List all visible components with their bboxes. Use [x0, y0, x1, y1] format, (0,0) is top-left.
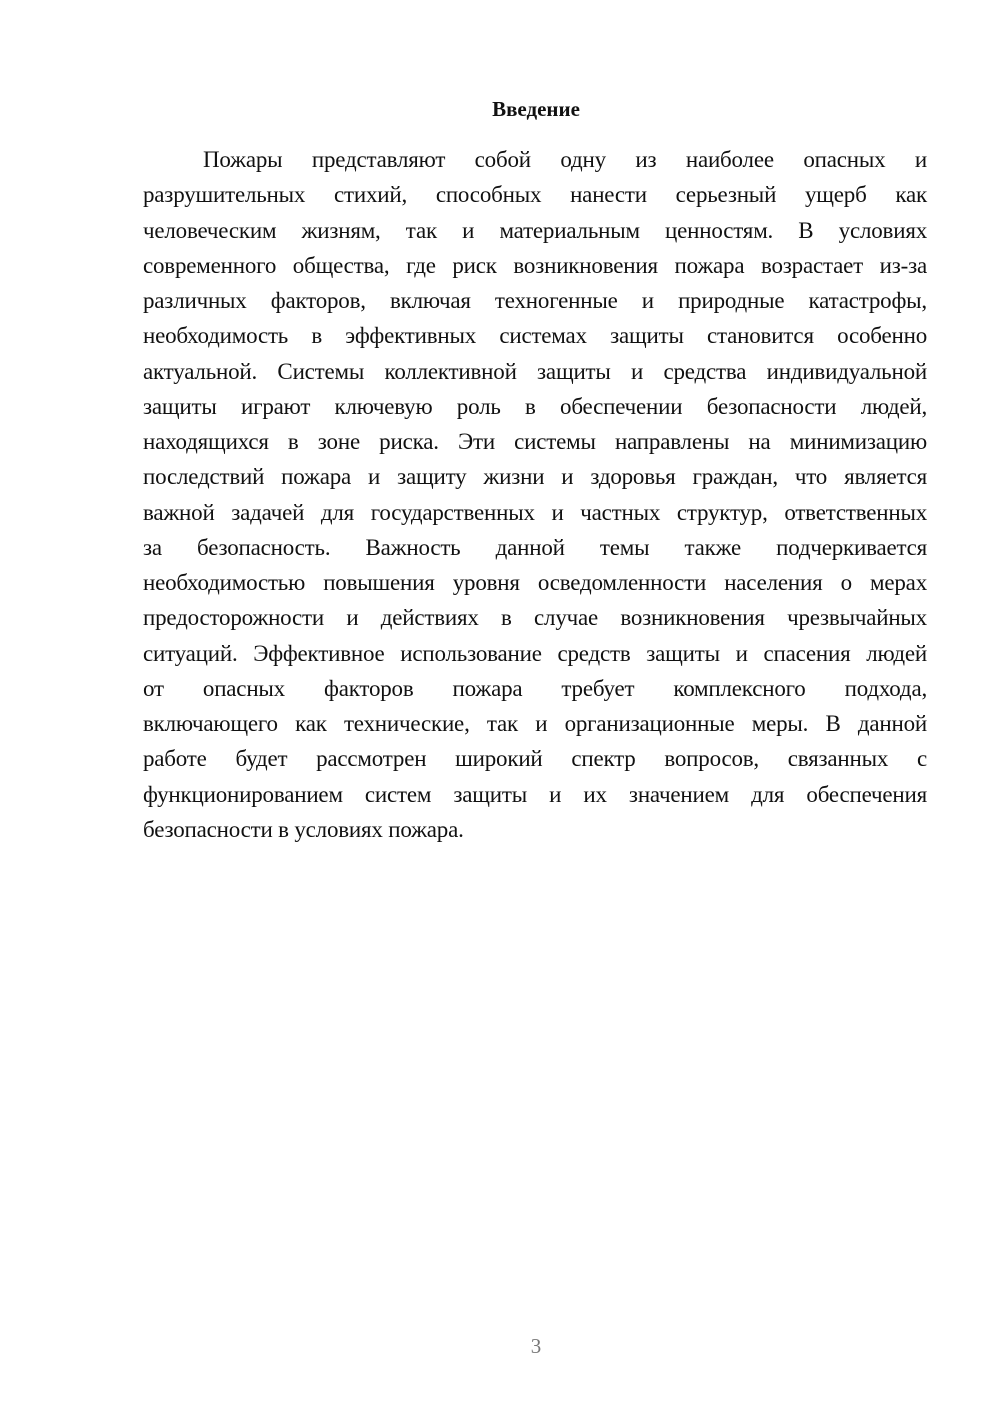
- page-number: 3: [530, 1334, 542, 1358]
- paragraph-line: работе будет рассмотрен широкий спектр вопросов, связанных с: [143, 746, 927, 772]
- paragraph-line: актуальной. Системы коллективной защиты и средства индивидуальной: [143, 358, 927, 384]
- paragraph-line: защиты играют ключевую роль в обеспечении безопасности людей,: [143, 393, 927, 419]
- paragraph-line: важной задачей для государственных и частных структур, ответственных: [143, 499, 927, 525]
- paragraph-line: современного общества, где риск возникновения пожара возрастает из-за: [143, 252, 927, 278]
- section-title: Введение: [492, 97, 580, 121]
- paragraph-line: безопасности в условиях пожара.: [143, 816, 464, 842]
- paragraph-line: необходимостью повышения уровня осведомленности населения о мерах: [143, 570, 927, 595]
- paragraph-line: Пожары представляют собой одну из наиболее опасных и: [203, 147, 927, 172]
- paragraph-line: за безопасность. Важность данной темы также подчеркивается: [143, 534, 927, 560]
- paragraph-line: необходимость в эффективных системах защиты становится особенно: [143, 323, 927, 349]
- paragraph-line: функционированием систем защиты и их значением для обеспечения: [143, 781, 927, 807]
- paragraph-line: различных факторов, включая техногенные и природные катастрофы,: [143, 288, 927, 313]
- paragraph-line: находящихся в зоне риска. Эти системы направлены на минимизацию: [143, 429, 927, 454]
- paragraph-line: включающего как технические, так и организационные меры. В данной: [143, 711, 927, 736]
- paragraph-line: от опасных факторов пожара требует комплексного подхода,: [143, 675, 927, 701]
- body-paragraph: [143, 142, 927, 847]
- paragraph-line: разрушительных стихий, способных нанести серьезный ущерб как: [143, 182, 927, 208]
- paragraph-line: предосторожности и действиях в случае возникновения чрезвычайных: [143, 605, 927, 631]
- paragraph-line: последствий пожара и защиту жизни и здоровья граждан, что является: [143, 464, 927, 490]
- paragraph-line: человеческим жизням, так и материальным ценностям. В условиях: [143, 217, 927, 243]
- paragraph-line: ситуаций. Эффективное использование средств защиты и спасения людей: [143, 640, 927, 666]
